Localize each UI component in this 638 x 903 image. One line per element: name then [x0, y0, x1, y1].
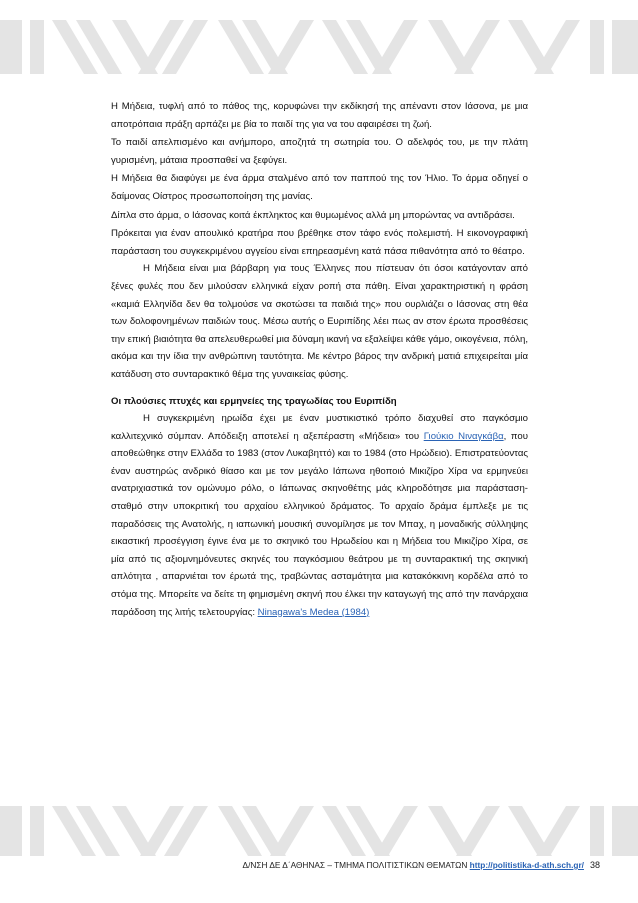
paragraph: Δίπλα στο άρμα, ο Ιάσονας κοιτά έκπληκτος και θυμωμένος αλλά μη μπορώντας να αντιδράσει.: [111, 209, 515, 221]
paragraph-text: , που αποθεώθηκε στην Ελλάδα το 1983 (στον Λυκαβηττό) και το 1984 (στο Ηρώδειο). Επιστρατεύοντας έναν αυστηρώς ανδρικό θίασο και με τον μεγάλο Ιάπωνα ηθοποιό Μικιζίρο Χίρα να ερμηνεύει ανατριχιαστικά τον ομώνυμο ρόλο, ο Ιάπωνας σκηνοθέτης μάς κληροδότησε μια παράσταση-σταθμό στην υποκριτική του αρχαίου ελληνικού δράματος. Το αρχαίο δράμα έμπλεξε με τις παραδόσεις της Ανατολής, η ιαπωνική μουσική συνομίλησε με τον Μπαχ, η μοναδικής σύλληψης εικαστική προσέγγιση έγινε ένα με το σκηνικό του Ηρωδείου και η Μήδεια του Μικιζίρο Χίρα, σε μία από τις αξιομνημόνευτες σκηνές του παγκόσμιου θεάτρου με τη συνταρακτική της σκηνική απλότητα , απαρνιέται τον έρωτά της, τραβώντας ασταμάτητα μια κατακόκκινη κορδέλα από το στόμα της. Μπορείτε να δείτε τη φημισμένη σκηνή που έλκει την καταγωγή της από την πανάρχαια παράδοση της λιτής τελετουργίας:: [111, 430, 528, 618]
footer-text: Δ/ΝΣΗ ΔΕ Δ΄ΑΘΗΝΑΣ – ΤΜΗΜΑ ΠΟΛΙΤΙΣΤΙΚΩΝ ΘΕΜΑΤΩΝ: [242, 860, 470, 870]
decorative-header-band: [0, 20, 638, 74]
footer-url-link[interactable]: http://politistika-d-ath.sch.gr/: [469, 860, 584, 870]
article-body: [111, 98, 528, 621]
paragraph: Πρόκειται για έναν απουλικό κρατήρα που βρέθηκε στον τάφο ενός πολεμιστή. Η εικονογραφική παράσταση του συγκεκριμένου αγγείου είναι επηρεασμένη κατά πάσα πιθανότητα από το θέατρο.: [111, 228, 528, 257]
paragraph: Η Μήδεια θα διαφύγει με ένα άρμα σταλμένο από τον παππού της τον Ήλιο. Το άρμα οδηγεί ο δαίμονας Οίστρος προσωποποίηση της μανίας.: [111, 173, 528, 202]
paragraph: Η Μήδεια είναι μια βάρβαρη για τους Έλληνες που πίστευαν ότι όσοι κατάγονταν από ξένες φυλές που δεν μιλούσαν ελληνικά είχαν ροπή στα πάθη. Είναι χαρακτηριστική η φράση «καμιά Ελληνίδα δεν θα τολμούσε να σκοτώσει τα παιδιά της» που ουρλιάζει ο Ιάσονας στη θέα των δολοφονημένων παιδιών τους. Μέσω αυτής ο Ευριπίδης λέει πως αν στον έρωτα προσθέσεις την επική βιαιότητα θα απελευθερωθεί μια δύναμη ικανή να εξαλείψει κάθε γάμο, οικογένεια, πόλη, ακόμα και την ίδια την ανθρώπινη ταυτότητα. Με κέντρο βάρος την ανδρική ματιά επιχειρείται μία κατάδυση στο συνταρακτικό θέμα της γυναικείας φύσης.: [111, 263, 528, 380]
page-number: 38: [589, 860, 600, 870]
paragraph: Η Μήδεια, τυφλή από το πάθος της, κορυφώνει την εκδίκησή της απέναντι στον Ιάσονα, με μια αποτρόπαια πράξη αρπάζει με βία το παιδί της για να του αφαιρέσει τη ζωή.: [111, 101, 528, 130]
decorative-footer-band: [0, 806, 638, 856]
page-footer: [0, 860, 600, 870]
paragraph-text: Η συγκεκριμένη ηρωίδα έχει με έναν μυστικιστικό τρόπο διαχυθεί στο παγκόσμιο καλλιτεχνικό σύμπαν. Απόδειξη αποτελεί η αξεπέραστη «Μήδεια» του: [111, 413, 528, 442]
ninagawa-medea-video-link[interactable]: Ninagawa's Medea (1984): [257, 606, 370, 618]
ninagawa-link[interactable]: Γιούκιο Νιναγκάβα: [423, 430, 504, 442]
paragraph: [111, 410, 528, 621]
paragraph: Το παιδί απελπισμένο και ανήμπορο, αποζητά τη σωτηρία του. Ο αδελφός του, με την πλάτη γυρισμένη, μάταια προσπαθεί να ξεφύγει.: [111, 137, 528, 166]
section-heading: Οι πλούσιες πτυχές και ερμηνείες της τραγωδίας του Ευριπίδη: [111, 395, 397, 407]
